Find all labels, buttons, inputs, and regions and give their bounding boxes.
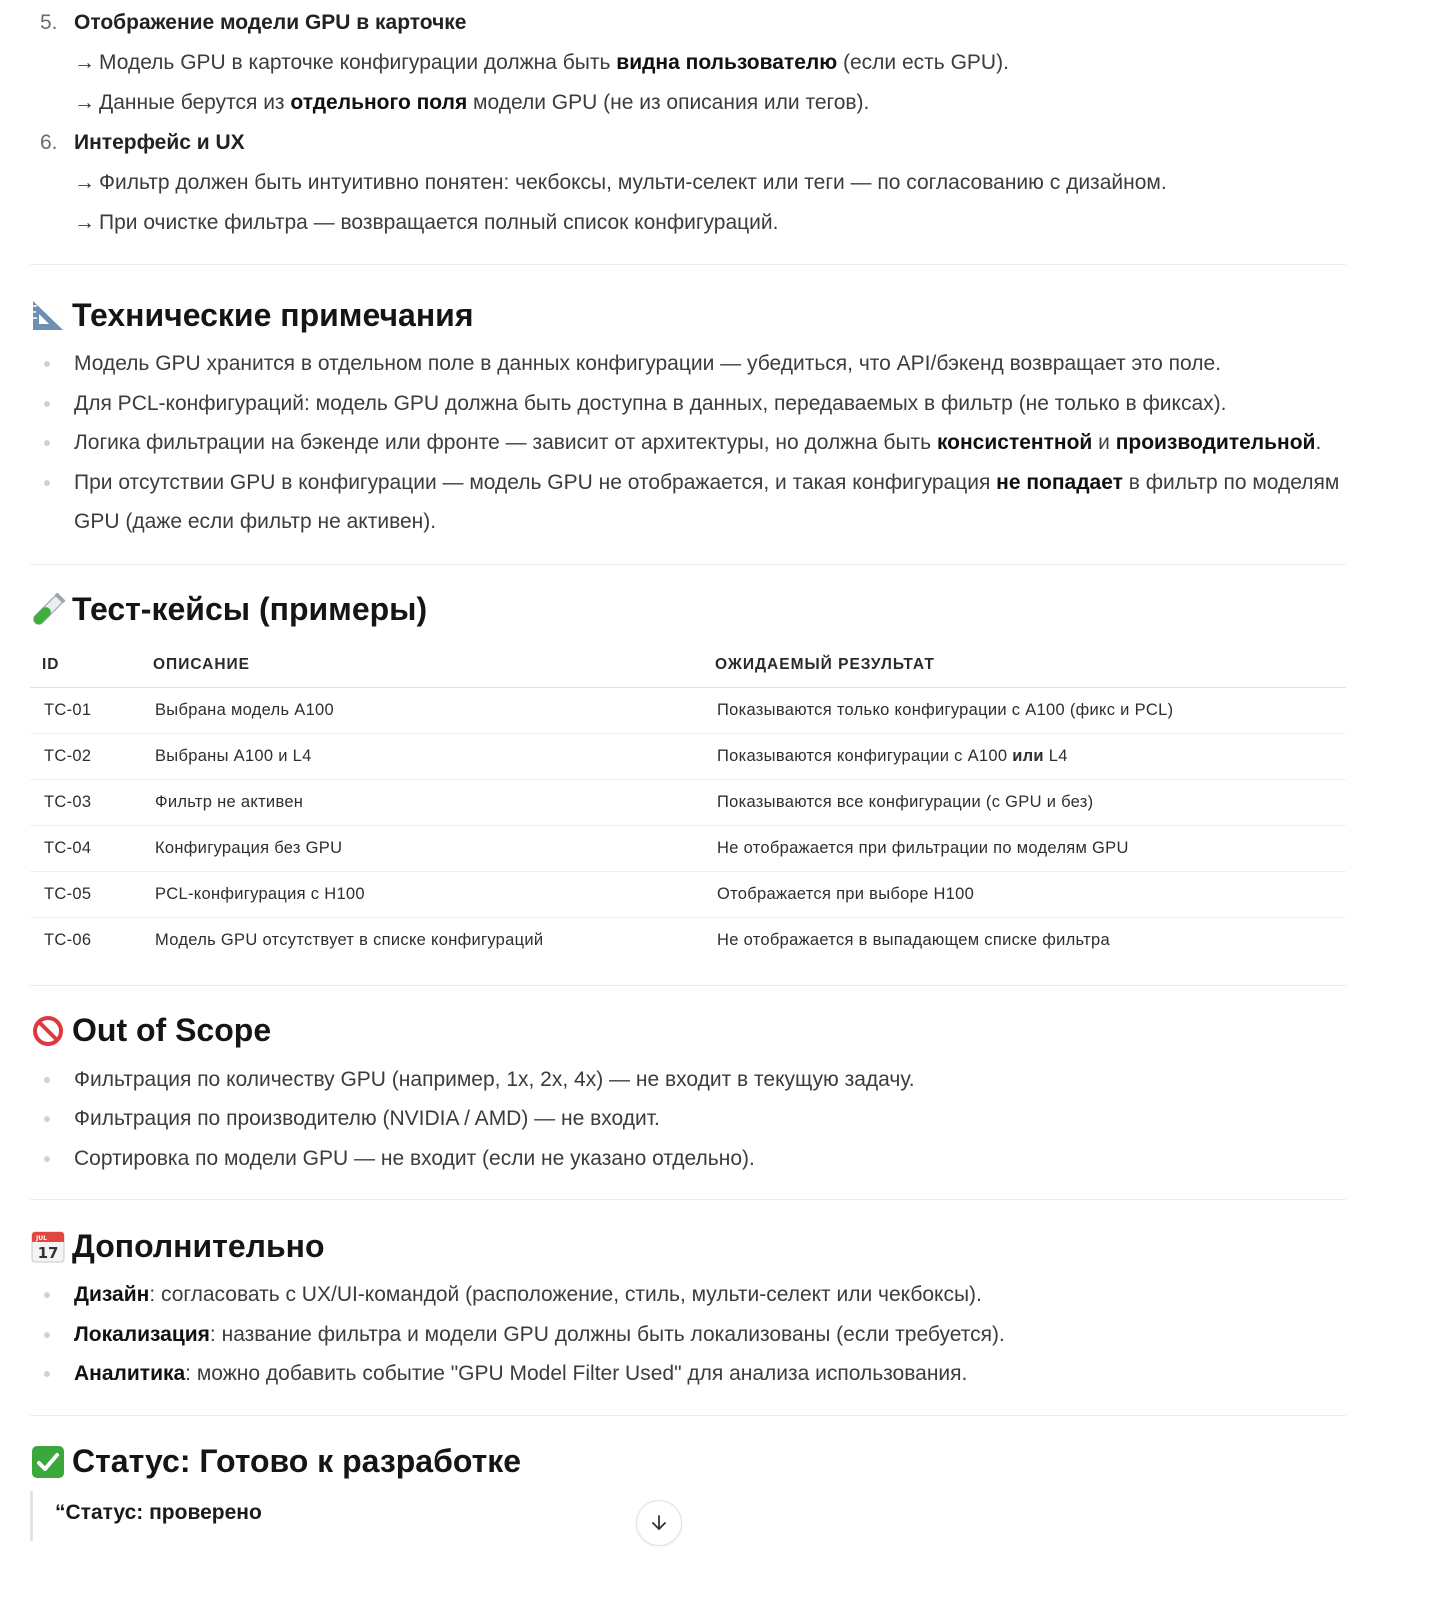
requirement-title: Отображение модели GPU в карточке xyxy=(74,11,467,34)
requirement-line: → Модель GPU в карточке конфигурации должна быть видна пользователю (если есть GPU). xyxy=(74,51,1009,74)
cell-expected: Отображается при выборе H100 xyxy=(714,871,1346,917)
cell-description: PCL-конфигурация с H100 xyxy=(152,871,714,917)
out-of-scope-list xyxy=(30,1060,1376,1179)
list-item: При отсутствии GPU в конфигурации — модель GPU не отображается, и такая конфигурация не попадает в фильтр по моделям GPU (даже если фильтр не активен). xyxy=(30,463,1354,542)
check-mark-button-icon xyxy=(30,1444,66,1480)
list-item: Аналитика: можно добавить событие "GPU Model Filter Used" для анализа использования. xyxy=(30,1354,1354,1394)
requirement-line: → Фильтр должен быть интуитивно понятен: чекбоксы, мульти-селект или теги — по согласованию с дизайном. xyxy=(74,171,1167,194)
section-heading xyxy=(30,1221,1376,1271)
cell-description: Конфигурация без GPU xyxy=(152,825,714,871)
additional-list xyxy=(30,1275,1376,1394)
cell-id: TC-01 xyxy=(30,687,152,733)
cell-id: TC-03 xyxy=(30,779,152,825)
arrow-right-icon: → xyxy=(74,171,95,194)
cell-description: Выбрана модель A100 xyxy=(152,687,714,733)
cell-expected: Показываются все конфигурации (с GPU и без) xyxy=(714,779,1346,825)
section-heading xyxy=(30,1006,1376,1056)
table-row xyxy=(30,917,1346,963)
section-divider xyxy=(30,1199,1346,1200)
list-number: 6. xyxy=(40,131,58,154)
section-title: Тест-кейсы (примеры) xyxy=(72,591,428,627)
list-item: Фильтрация по количеству GPU (например, 1x, 2x, 4x) — не входит в текущую задачу. xyxy=(30,1060,1354,1100)
section-heading xyxy=(30,585,1376,635)
cell-expected: Показываются конфигурации с A100 или L4 xyxy=(714,733,1346,779)
document-content xyxy=(30,0,1376,1541)
section-divider xyxy=(30,1415,1346,1416)
table-row xyxy=(30,733,1346,779)
cell-id: TC-04 xyxy=(30,825,152,871)
tech-notes-list xyxy=(30,344,1376,542)
column-header-id: ID xyxy=(30,643,152,688)
test-cases-section xyxy=(30,585,1376,963)
calendar-day: 17 xyxy=(37,1244,59,1262)
section-divider xyxy=(30,985,1346,986)
triangular-ruler-icon xyxy=(30,297,66,333)
table-row xyxy=(30,871,1346,917)
section-title: Технические примечания xyxy=(72,296,474,333)
list-item: Дизайн: согласовать с UX/UI-командой (расположение, стиль, мульти-селект или чекбоксы). xyxy=(30,1275,1354,1315)
requirements-list xyxy=(30,0,1376,243)
cell-description: Выбраны A100 и L4 xyxy=(152,733,714,779)
additional-section xyxy=(30,1221,1376,1394)
list-item: Фильтрация по производителю (NVIDIA / AMD) — не входит. xyxy=(30,1099,1354,1139)
cell-expected: Не отображается в выпадающем списке фильтра xyxy=(717,930,1110,949)
requirement-title: Интерфейс и UX xyxy=(74,131,245,154)
column-header-description: ОПИСАНИЕ xyxy=(152,643,714,688)
cell-expected: Не отображается при фильтрации по моделям GPU xyxy=(714,825,1346,871)
section-divider xyxy=(30,564,1346,565)
test-cases-table xyxy=(30,643,1346,963)
status-quote: “Статус: проверено xyxy=(30,1491,1376,1541)
list-item: Сортировка по модели GPU — не входит (если не указано отдельно). xyxy=(30,1139,1354,1179)
cell-id: TC-06 xyxy=(44,930,92,949)
requirement-line: → Данные берутся из отдельного поля модели GPU (не из описания или тегов). xyxy=(74,91,870,114)
out-of-scope-section xyxy=(30,1006,1376,1179)
section-heading xyxy=(30,290,1376,340)
section-title: Дополнительно xyxy=(72,1227,325,1264)
section-title: Статус: Готово к разработке xyxy=(72,1443,522,1479)
cell-expected: Показываются только конфигурации с A100 (фикс и PCL) xyxy=(714,687,1346,733)
arrow-right-icon: → xyxy=(74,51,95,74)
arrow-right-icon: → xyxy=(74,211,95,234)
section-heading xyxy=(30,1437,1376,1487)
table-row xyxy=(30,779,1346,825)
table-header-row xyxy=(30,643,1346,688)
section-divider xyxy=(30,264,1346,265)
list-number: 5. xyxy=(40,11,58,34)
test-tube-icon xyxy=(30,592,66,628)
list-item: Локализация: название фильтра и модели GPU должны быть локализованы (если требуется). xyxy=(30,1315,1354,1355)
calendar-icon xyxy=(30,1228,66,1264)
cell-description: Фильтр не активен xyxy=(152,779,714,825)
status-section xyxy=(30,1437,1376,1541)
tech-notes-section xyxy=(30,290,1376,542)
table-row xyxy=(30,825,1346,871)
list-item: Логика фильтрации на бэкенде или фронте — зависит от архитектуры, но должна быть консистентной и производительной. xyxy=(30,423,1354,463)
column-header-expected: ОЖИДАЕМЫЙ РЕЗУЛЬТАТ xyxy=(714,643,1346,688)
scroll-to-bottom-button[interactable] xyxy=(636,1500,682,1546)
requirement-item-5 xyxy=(30,3,1376,123)
requirement-line: → При очистке фильтра — возвращается полный список конфигураций. xyxy=(74,211,779,234)
requirement-item-6 xyxy=(30,123,1376,243)
list-item: Для PCL-конфигураций: модель GPU должна быть доступна в данных, передаваемых в фильтр (не только в фиксах). xyxy=(30,384,1354,424)
arrow-down-icon xyxy=(649,1513,669,1533)
cell-description: Модель GPU отсутствует в списке конфигураций xyxy=(155,930,544,949)
arrow-right-icon: → xyxy=(74,91,95,114)
no-entry-icon xyxy=(30,1013,66,1049)
list-item: Модель GPU хранится в отдельном поле в данных конфигурации — убедиться, что API/бэкенд возвращает это поле. xyxy=(30,344,1354,384)
calendar-month: JUL xyxy=(36,1235,47,1242)
table-row xyxy=(30,687,1346,733)
section-title: Out of Scope xyxy=(72,1012,272,1048)
cell-id: TC-02 xyxy=(30,733,152,779)
cell-id: TC-05 xyxy=(30,871,152,917)
